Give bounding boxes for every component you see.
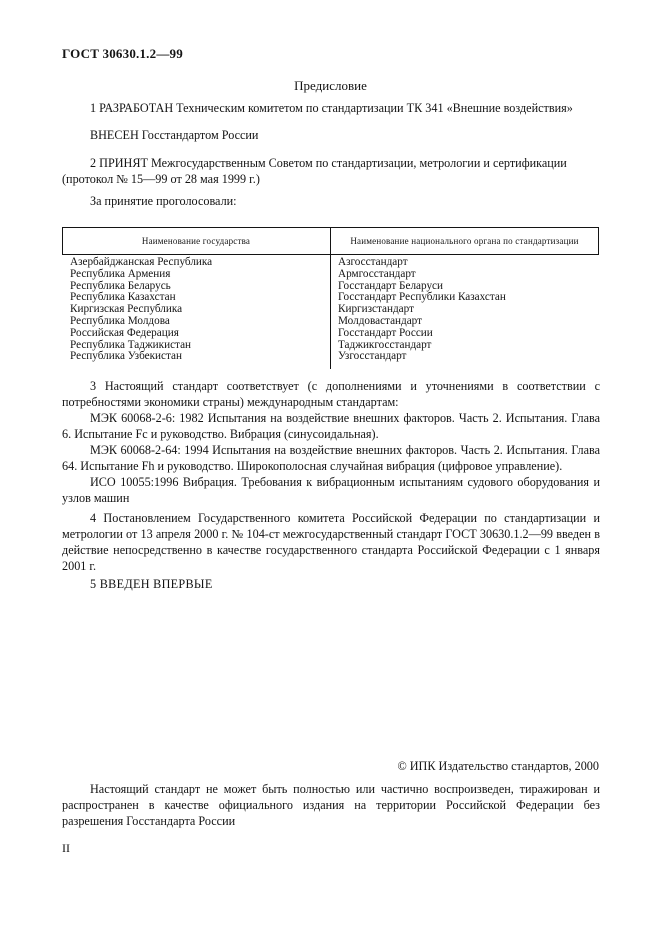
section-4: 4 Постановлением Государственного комитета Российской Федерации по стандартизации и метрологии от 13 апреля 2000 г. № 104-ст межгосударственный стандарт ГОСТ 30630.1.2—99 введен в действие непосредственно в качестве государственного стандарта Российской Федерации с 1 января 2001 г. xyxy=(62,511,600,573)
table-cell-body: Госстандарт Беларуси xyxy=(338,279,443,292)
table-cell-state: Киргизская Республика xyxy=(70,303,183,316)
section-3 xyxy=(62,378,600,506)
table-cell-body: Азгосстандарт xyxy=(338,256,408,268)
paragraph-developed-by: 1 РАЗРАБОТАН Техническим комитетом по стандартизации ТК 341 «Внешние воздействия» xyxy=(90,101,573,115)
table-header-body: Наименование национального органа по стандартизации xyxy=(350,236,579,246)
table-cell-body: Киргизстандарт xyxy=(338,303,414,316)
reference-iec-60068-2-64: МЭК 60068-2-64: 1994 Испытания на воздействие внешних факторов. Часть 2. Испытания. Глава 64. Испытание Fh и руководство. Широкополосная случайная вибрация (цифровое управление). xyxy=(62,443,600,473)
paragraph-introduced-by: ВНЕСЕН Госстандартом России xyxy=(90,128,259,142)
table-cell-state: Республика Беларусь xyxy=(70,279,171,292)
table-cell-body: Госстандарт России xyxy=(338,326,433,339)
table-cell-state: Республика Армения xyxy=(70,267,171,280)
table-cell-body: Госстандарт Республики Казахстан xyxy=(338,291,506,304)
page-number: II xyxy=(62,841,70,855)
paragraph-voted: За принятие проголосовали: xyxy=(90,194,237,208)
table-cell-body: Армгосстандарт xyxy=(338,267,416,280)
reference-iec-60068-2-6: МЭК 60068-2-6: 1982 Испытания на воздействие внешних факторов. Часть 2. Испытания. Глава 6. Испытание Fc и руководство. Вибрация (синусоидальная). xyxy=(62,411,600,441)
table-cell-state: Российская Федерация xyxy=(70,326,179,339)
table-cell-body: Таджикгосстандарт xyxy=(338,338,432,351)
reference-iso-10055: ИСО 10055:1996 Вибрация. Требования к вибрационным испытаниям судового оборудования и узлов машин xyxy=(62,475,600,505)
table-cell-body: Молдовастандарт xyxy=(338,314,423,327)
copyright-notice: © ИПК Издательство стандартов, 2000 xyxy=(397,759,599,773)
table-body xyxy=(62,257,599,363)
adopted-line-1: 2 ПРИНЯТ Межгосударственным Советом по стандартизации, метрологии и сертификации xyxy=(90,156,567,170)
table-cell-state: Азербайджанская Республика xyxy=(70,256,213,268)
standard-code: ГОСТ 30630.1.2—99 xyxy=(62,46,183,61)
table-cell-body: Узгосстандарт xyxy=(338,350,407,363)
paragraph-adopted-by xyxy=(62,155,600,187)
page-title: Предисловие xyxy=(294,78,367,93)
section-5: 5 ВВЕДЕН ВПЕРВЫЕ xyxy=(90,577,213,591)
voting-table xyxy=(62,227,599,369)
table-row xyxy=(62,316,599,328)
table-cell-state: Республика Казахстан xyxy=(70,291,176,304)
table-row xyxy=(62,351,599,363)
table-row xyxy=(62,269,599,281)
adopted-line-2: (протокол № 15—99 от 28 мая 1999 г.) xyxy=(62,172,260,186)
table-cell-state: Республика Таджикистан xyxy=(70,338,192,351)
table-cell-state: Республика Узбекистан xyxy=(70,350,182,363)
reproduction-notice-text: Настоящий стандарт не может быть полностью или частично воспроизведен, тиражирован и распространен в качестве официального издания на территории Российской Федерации без разрешения Госстандарта России xyxy=(62,782,600,828)
section-3-intro: 3 Настоящий стандарт соответствует (с дополнениями и уточнениями в соответствии с потребностями экономики страны) международным стандартам: xyxy=(62,379,600,409)
table-cell-state: Республика Молдова xyxy=(70,314,170,327)
table-row xyxy=(62,328,599,340)
table-header-state: Наименование государства xyxy=(141,236,251,246)
reproduction-notice xyxy=(62,781,600,829)
